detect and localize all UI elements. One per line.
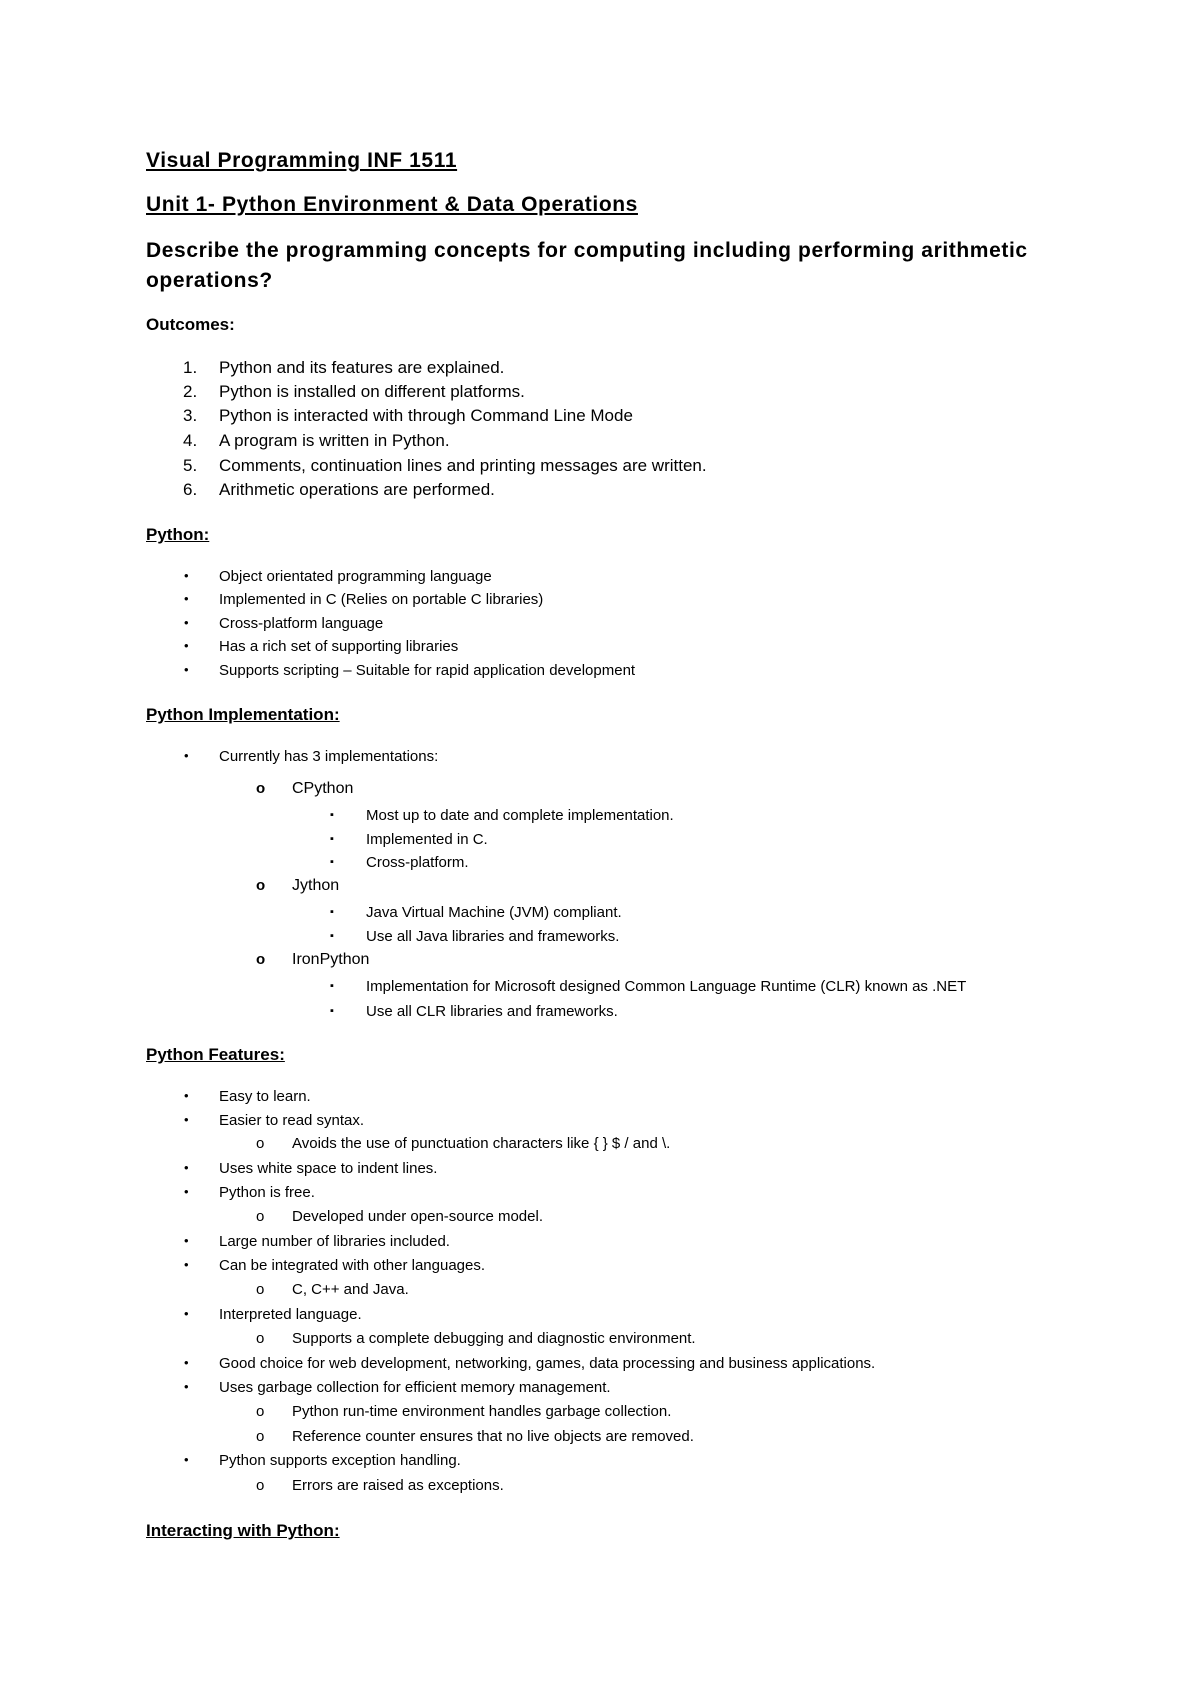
unit-title: Unit 1- Python Environment & Data Operations <box>146 193 638 216</box>
feature-text: Uses garbage collection for efficient memory management. <box>219 1379 611 1396</box>
outcome-text: A program is written in Python. <box>219 431 450 450</box>
detail-text: Use all CLR libraries and frameworks. <box>366 1003 618 1020</box>
feature-text: Supports a complete debugging and diagnostic environment. <box>292 1330 696 1347</box>
feature-text: Easy to learn. <box>219 1088 311 1105</box>
outcome-number: 6. <box>183 480 198 499</box>
bullet-marker: • <box>184 1184 189 1199</box>
interacting-heading: Interacting with Python: <box>146 1521 340 1540</box>
bullet-text: Implemented in C (Relies on portable C libraries) <box>219 591 544 608</box>
bullet-marker: • <box>184 1306 189 1321</box>
feature-text: Reference counter ensures that no live objects are removed. <box>292 1428 694 1445</box>
outcome-text: Arithmetic operations are performed. <box>219 480 495 499</box>
outcome-text: Python is interacted with through Command Line Mode <box>219 406 633 425</box>
circle-marker: o <box>256 1135 265 1152</box>
bullet-marker: • <box>184 1355 189 1370</box>
bullet-marker: • <box>184 1452 189 1467</box>
outcome-number: 1. <box>183 358 198 377</box>
outcome-text: Comments, continuation lines and printing messages are written. <box>219 456 707 475</box>
bullet-marker: • <box>184 1160 189 1175</box>
bullet-marker: • <box>184 1233 189 1248</box>
bullet-text: Cross-platform language <box>219 615 384 632</box>
feature-text: Avoids the use of punctuation characters like { } $ / and \. <box>292 1135 671 1152</box>
square-marker: ▪ <box>330 980 334 992</box>
detail-text: Cross-platform. <box>366 854 469 871</box>
feature-text: Errors are raised as exceptions. <box>292 1477 504 1494</box>
detail-text: Use all Java libraries and frameworks. <box>366 928 620 945</box>
outcome-text: Python is installed on different platforms. <box>219 382 525 401</box>
outcome-item <box>183 406 633 426</box>
outcome-number: 3. <box>183 406 198 425</box>
implementation-jython: Jython <box>292 877 340 894</box>
circle-marker: o <box>256 1428 265 1445</box>
feature-text: Uses white space to indent lines. <box>219 1160 438 1177</box>
bullet-text: Has a rich set of supporting libraries <box>219 638 459 655</box>
circle-marker: o <box>256 951 266 968</box>
detail-text: Most up to date and complete implementation. <box>366 807 674 824</box>
bullet-marker: • <box>184 1088 189 1103</box>
features-heading: Python Features: <box>146 1045 285 1064</box>
feature-text: Large number of libraries included. <box>219 1233 450 1250</box>
bullet-marker: • <box>184 615 189 630</box>
circle-marker: o <box>256 1403 265 1420</box>
outcomes-label: Outcomes: <box>146 315 235 334</box>
feature-text: Interpreted language. <box>219 1306 362 1323</box>
bullet-text: Currently has 3 implementations: <box>219 748 439 765</box>
circle-marker: o <box>256 1330 265 1347</box>
bullet-marker: • <box>184 1257 189 1272</box>
feature-text: Python supports exception handling. <box>219 1452 461 1469</box>
bullet-marker: • <box>184 1379 189 1394</box>
bullet-marker: • <box>184 1112 189 1127</box>
circle-marker: o <box>256 1281 265 1298</box>
detail-text: Implemented in C. <box>366 831 488 848</box>
square-marker: ▪ <box>330 809 334 821</box>
feature-text: Easier to read syntax. <box>219 1112 365 1129</box>
feature-text: Python run-time environment handles garbage collection. <box>292 1403 672 1420</box>
outcome-item <box>183 358 504 378</box>
outcome-item <box>183 456 707 476</box>
feature-text: Can be integrated with other languages. <box>219 1257 486 1274</box>
bullet-marker: • <box>184 638 189 653</box>
outcome-number: 5. <box>183 456 198 475</box>
bullet-text: Supports scripting – Suitable for rapid application development <box>219 662 636 679</box>
outcome-item <box>183 382 525 402</box>
implementation-ironpython: IronPython <box>292 951 370 968</box>
circle-marker: o <box>256 877 266 894</box>
implementation-cpython: CPython <box>292 780 354 797</box>
bullet-marker: • <box>184 748 189 763</box>
bullet-text: Object orientated programming language <box>219 568 492 585</box>
outcome-text: Python and its features are explained. <box>219 358 505 377</box>
question-line-1: Describe the programming concepts for computing including performing arithmetic <box>146 239 1028 262</box>
feature-text: Developed under open-source model. <box>292 1208 543 1225</box>
detail-text: Implementation for Microsoft designed Common Language Runtime (CLR) known as .NET <box>366 978 967 995</box>
square-marker: ▪ <box>330 1005 334 1017</box>
detail-text: Java Virtual Machine (JVM) compliant. <box>366 904 622 921</box>
bullet-marker: • <box>184 591 189 606</box>
outcome-item <box>183 431 450 451</box>
course-title: Visual Programming INF 1511 <box>146 149 458 172</box>
outcome-item <box>183 480 495 500</box>
circle-marker: o <box>256 780 266 797</box>
bullet-marker: • <box>184 662 189 677</box>
square-marker: ▪ <box>330 930 334 942</box>
square-marker: ▪ <box>330 833 334 845</box>
square-marker: ▪ <box>330 856 334 868</box>
feature-text: C, C++ and Java. <box>292 1281 409 1298</box>
question-line-2: operations? <box>146 269 273 292</box>
square-marker: ▪ <box>330 906 334 918</box>
circle-marker: o <box>256 1208 265 1225</box>
outcome-number: 4. <box>183 431 198 450</box>
python-heading: Python: <box>146 525 210 544</box>
circle-marker: o <box>256 1477 265 1494</box>
feature-text: Good choice for web development, networking, games, data processing and business applications. <box>219 1355 876 1372</box>
implementation-heading: Python Implementation: <box>146 705 340 724</box>
feature-text: Python is free. <box>219 1184 315 1201</box>
bullet-marker: • <box>184 568 189 583</box>
outcome-number: 2. <box>183 382 198 401</box>
